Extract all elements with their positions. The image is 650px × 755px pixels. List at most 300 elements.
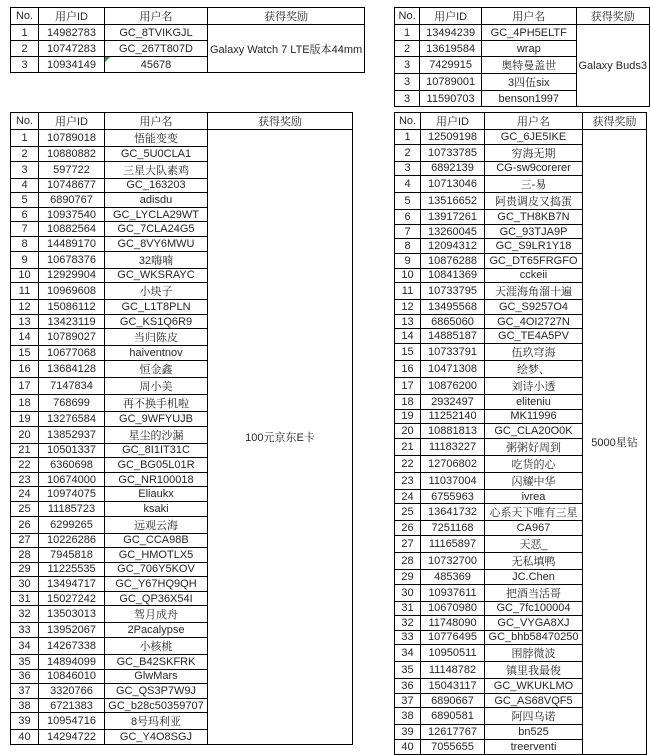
username-cell: 把酒当活哥 (485, 584, 583, 601)
user-id-cell: 10789027 (39, 329, 105, 346)
user-id-cell: 2932497 (421, 394, 485, 409)
user-id-cell: 14489170 (39, 236, 105, 251)
username-cell: 穷海无期 (485, 144, 583, 161)
column-header: No. (395, 8, 420, 25)
rank-cell: 3 (11, 57, 39, 73)
rank-cell: 37 (395, 693, 421, 708)
rank-cell: 33 (11, 623, 39, 638)
winner-row (395, 130, 647, 145)
prize-cell: Galaxy Buds3 (576, 25, 650, 107)
username-cell: 心系天下唯有三星 (485, 504, 583, 521)
user-id-cell: 10677068 (39, 346, 105, 361)
column-header: 用户名 (105, 113, 208, 130)
galaxy-watch-winners-table (10, 7, 365, 73)
column-header: 用户ID (421, 113, 485, 130)
username-cell: GC_8I1IT31C (105, 443, 208, 458)
rank-cell: 1 (11, 130, 39, 147)
username-cell: GC_HMOTLX5 (105, 548, 208, 563)
user-id-cell: 10876200 (421, 377, 485, 394)
username-cell: 无私填鸭 (485, 552, 583, 569)
column-header: 获得奖励 (583, 113, 647, 130)
column-header: 获得奖励 (208, 113, 353, 130)
user-id-cell: 10876288 (421, 253, 485, 268)
username-cell: haiventnov (105, 346, 208, 361)
username-cell: GC_VYGA8XJ (485, 616, 583, 631)
rank-cell: 29 (11, 562, 39, 577)
rank-cell: 34 (11, 638, 39, 655)
username-cell: GC_4PH5ELTF (482, 25, 576, 41)
rank-cell: 32 (395, 616, 421, 631)
username-cell: 星尘的沙漏 (105, 426, 208, 443)
rank-cell: 7 (395, 224, 421, 239)
username-cell: 闪耀中华 (485, 472, 583, 489)
username-cell: cckeii (485, 268, 583, 283)
prize-cell: 100元京东E卡 (208, 130, 353, 745)
username-cell: 伍玖穹海 (485, 343, 583, 360)
winner-row (11, 25, 365, 41)
username-cell: adisdu (105, 193, 208, 208)
user-id-cell: 12617767 (421, 725, 485, 740)
column-header: 用户ID (39, 8, 105, 25)
rank-cell: 6 (395, 210, 421, 225)
user-id-cell: 6299265 (39, 516, 105, 533)
rank-cell: 24 (395, 489, 421, 504)
rank-cell: 38 (395, 708, 421, 725)
username-cell: GC_267T807D (105, 41, 208, 57)
username-cell: 三-易 (485, 176, 583, 193)
user-id-cell: 7429915 (420, 57, 482, 74)
user-id-cell: 10881813 (421, 424, 485, 439)
username-cell: GC_CLA20O0K (485, 424, 583, 439)
user-id-cell: 10678376 (39, 251, 105, 268)
column-header: 用户名 (485, 113, 583, 130)
jd-ecard-winners-table (10, 112, 353, 745)
username-cell: wrap (482, 41, 576, 57)
username-cell: GC_8TVIKGJL (105, 25, 208, 41)
user-id-cell: 6721383 (39, 698, 105, 713)
user-id-cell: 10670980 (421, 601, 485, 616)
column-header: 获得奖励 (576, 8, 650, 25)
username-cell: CA967 (485, 521, 583, 536)
rank-cell: 4 (395, 176, 421, 193)
user-id-cell: 6865060 (421, 314, 485, 329)
username-cell: GC_7fc100004 (485, 601, 583, 616)
rank-cell: 5 (395, 193, 421, 210)
username-cell: 当归陈皮 (105, 329, 208, 346)
rank-cell: 35 (395, 662, 421, 679)
username-cell: GC_5U0CLA1 (105, 147, 208, 162)
rank-cell: 3 (395, 74, 420, 91)
username-cell: GC_706Y5KOV (105, 562, 208, 577)
user-id-cell: 6360698 (39, 458, 105, 473)
user-id-cell: 13684128 (39, 360, 105, 377)
username-cell: GC_AS68VQF5 (485, 693, 583, 708)
prize-cell: Galaxy Watch 7 LTE版本44mm (208, 25, 365, 73)
user-id-cell: 10747283 (39, 41, 105, 57)
user-id-cell: 14294722 (39, 730, 105, 745)
username-cell: 绘梦、 (485, 360, 583, 377)
username-cell: Eliaukx (105, 487, 208, 502)
rank-cell: 15 (395, 343, 421, 360)
username-cell: GC_4OI2727N (485, 314, 583, 329)
rank-cell: 28 (11, 548, 39, 563)
user-id-cell: 6890581 (421, 708, 485, 725)
rank-cell: 20 (395, 424, 421, 439)
rank-cell: 29 (395, 569, 421, 584)
column-header: 用户ID (420, 8, 482, 25)
galaxy-watch-winners-section (10, 7, 365, 73)
username-cell: GC_9WFYUJB (105, 411, 208, 426)
rank-cell: 9 (11, 251, 39, 268)
user-id-cell: 13260045 (421, 224, 485, 239)
rank-cell: 38 (11, 698, 39, 713)
column-header: No. (11, 113, 39, 130)
username-cell: 悟能变变 (105, 130, 208, 147)
column-header: 用户名 (105, 8, 208, 25)
rank-cell: 25 (11, 501, 39, 516)
user-id-cell: 10934149 (39, 57, 105, 73)
header-row (395, 113, 647, 130)
star-diamond-winners-table (394, 112, 647, 755)
user-id-cell: 6755963 (421, 489, 485, 504)
rank-cell: 9 (395, 253, 421, 268)
user-id-cell: 3320766 (39, 684, 105, 699)
rank-cell: 3 (11, 161, 39, 178)
rank-cell: 3 (395, 161, 421, 176)
username-cell: GC_S9257O4 (485, 300, 583, 315)
username-cell: GC_S9LR1Y18 (485, 239, 583, 254)
user-id-cell: 13494239 (420, 25, 482, 41)
username-cell: GC_b28c50359707 (105, 698, 208, 713)
rank-cell: 23 (11, 472, 39, 487)
user-id-cell: 10846010 (39, 669, 105, 684)
rank-cell: 33 (395, 630, 421, 645)
rank-cell: 8 (395, 239, 421, 254)
rank-cell: 17 (11, 377, 39, 394)
rank-cell: 40 (11, 730, 39, 745)
rank-cell: 31 (395, 601, 421, 616)
user-id-cell: 11225535 (39, 562, 105, 577)
column-header: 用户名 (482, 8, 576, 25)
rank-cell: 4 (11, 178, 39, 193)
username-cell: 天恶_ (485, 535, 583, 552)
user-id-cell: 6890667 (421, 693, 485, 708)
prize-cell: 5000星钻 (583, 130, 647, 755)
rank-cell: 34 (395, 645, 421, 662)
rank-cell: 32 (11, 606, 39, 623)
rank-cell: 2 (395, 41, 420, 57)
username-cell: GC_KS1Q6R9 (105, 314, 208, 329)
username-cell: 阿四乌诺 (485, 708, 583, 725)
user-id-cell: 13852937 (39, 426, 105, 443)
user-id-cell: 12929904 (39, 268, 105, 283)
rank-cell: 19 (11, 411, 39, 426)
user-id-cell: 485369 (421, 569, 485, 584)
rank-cell: 27 (395, 535, 421, 552)
username-cell: 阿贵调皮又捣蛋 (485, 193, 583, 210)
username-cell: 驾月成舟 (105, 606, 208, 623)
user-id-cell: 13423119 (39, 314, 105, 329)
rank-cell: 39 (395, 725, 421, 740)
header-row (11, 113, 353, 130)
user-id-cell: 10733791 (421, 343, 485, 360)
winner-row (11, 130, 353, 147)
username-cell: GC_B42SKFRK (105, 655, 208, 670)
user-id-cell: 11165897 (421, 535, 485, 552)
username-cell: 再不换手机啦 (105, 394, 208, 411)
user-id-cell: 597722 (39, 161, 105, 178)
header-row (395, 8, 650, 25)
username-cell: 天涯海角溜十遍 (485, 283, 583, 300)
username-cell: ksaki (105, 501, 208, 516)
username-cell: GC_bhb58470250 (485, 630, 583, 645)
user-id-cell: 768699 (39, 394, 105, 411)
rank-cell: 8 (11, 236, 39, 251)
username-cell: GlwMars (105, 669, 208, 684)
rank-cell: 10 (11, 268, 39, 283)
username-cell: 镇里我最俊 (485, 662, 583, 679)
rank-cell: 13 (11, 314, 39, 329)
rank-cell: 2 (11, 147, 39, 162)
user-id-cell: 12094312 (421, 239, 485, 254)
rank-cell: 30 (11, 577, 39, 592)
username-cell: ivrea (485, 489, 583, 504)
user-id-cell: 13495568 (421, 300, 485, 315)
user-id-cell: 10954716 (39, 713, 105, 730)
rank-cell: 35 (11, 655, 39, 670)
rank-cell: 5 (11, 193, 39, 208)
rank-cell: 16 (395, 360, 421, 377)
username-cell: GC_Y67HQ9QH (105, 577, 208, 592)
username-cell: 恒金鑫 (105, 360, 208, 377)
rank-cell: 18 (11, 394, 39, 411)
rank-cell: 10 (395, 268, 421, 283)
username-cell: GC_CCA98B (105, 533, 208, 548)
rank-cell: 37 (11, 684, 39, 699)
username-cell: GC_NR100018 (105, 472, 208, 487)
username-cell: 小块子 (105, 283, 208, 300)
username-cell: GC_6JE5IKE (485, 130, 583, 145)
user-id-cell: 14894099 (39, 655, 105, 670)
rank-cell: 1 (11, 25, 39, 41)
username-cell: GC_163203 (105, 178, 208, 193)
username-cell: 周小美 (105, 377, 208, 394)
column-header: 获得奖励 (208, 8, 365, 25)
column-header: No. (395, 113, 421, 130)
rank-cell: 14 (395, 329, 421, 344)
user-id-cell: 7055655 (421, 740, 485, 755)
user-id-cell: 11185723 (39, 501, 105, 516)
rank-cell: 22 (11, 458, 39, 473)
rank-cell: 18 (395, 394, 421, 409)
user-id-cell: 14982783 (39, 25, 105, 41)
rank-cell: 24 (11, 487, 39, 502)
rank-cell: 12 (11, 300, 39, 315)
rank-cell: 26 (395, 521, 421, 536)
user-id-cell: 10789018 (39, 130, 105, 147)
rank-cell: 17 (395, 377, 421, 394)
user-id-cell: 7251168 (421, 521, 485, 536)
username-cell: 奥特曼盖世 (482, 57, 576, 74)
winner-row (395, 25, 650, 41)
username-cell: GC_93TJA9P (485, 224, 583, 239)
username-cell: GC_WKSRAYC (105, 268, 208, 283)
username-cell: GC_TH8KB7N (485, 210, 583, 225)
rank-cell: 15 (11, 346, 39, 361)
rank-cell: 14 (11, 329, 39, 346)
username-cell: GC_QP36X54I (105, 591, 208, 606)
user-id-cell: 10937611 (421, 584, 485, 601)
username-cell: 32嗨喃 (105, 251, 208, 268)
user-id-cell: 10733795 (421, 283, 485, 300)
star-diamond-winners-section (394, 112, 647, 755)
user-id-cell: 14885187 (421, 329, 485, 344)
user-id-cell: 12706802 (421, 455, 485, 472)
user-id-cell: 6892139 (421, 161, 485, 176)
username-cell: 8号玛利亚 (105, 713, 208, 730)
username-cell: treerventi (485, 740, 583, 755)
galaxy-buds-winners-table (394, 7, 650, 107)
rank-cell: 21 (11, 443, 39, 458)
username-cell: GC_LYCLA29WT (105, 207, 208, 222)
excel-note-triangle-icon (105, 57, 110, 62)
user-id-cell: 10880882 (39, 147, 105, 162)
user-id-cell: 15086112 (39, 300, 105, 315)
username-cell: 远观云海 (105, 516, 208, 533)
username-cell: 3四伍six (482, 74, 576, 91)
user-id-cell: 11252140 (421, 409, 485, 424)
username-cell: MK11996 (485, 409, 583, 424)
username-cell: 吃货的心 (485, 455, 583, 472)
rank-cell: 11 (11, 283, 39, 300)
username-cell: GC_L1T8PLN (105, 300, 208, 315)
username-cell: 粥粥好周到 (485, 438, 583, 455)
rank-cell: 22 (395, 455, 421, 472)
rank-cell: 30 (395, 584, 421, 601)
username-cell: GC_WKUKLMO (485, 679, 583, 694)
user-id-cell: 11037004 (421, 472, 485, 489)
rank-cell: 3 (395, 57, 420, 74)
rank-cell: 25 (395, 504, 421, 521)
rank-cell: 36 (395, 679, 421, 694)
user-id-cell: 10789001 (420, 74, 482, 91)
rank-cell: 27 (11, 533, 39, 548)
user-id-cell: 15027242 (39, 591, 105, 606)
username-cell: 三星大队素鸡 (105, 161, 208, 178)
user-id-cell: 7945818 (39, 548, 105, 563)
rank-cell: 1 (395, 130, 421, 145)
username-cell: bn525 (485, 725, 583, 740)
username-cell: GC_DT65FRGFO (485, 253, 583, 268)
username-cell: JC.Chen (485, 569, 583, 584)
username-cell: 2Pacalypse (105, 623, 208, 638)
user-id-cell: 13917261 (421, 210, 485, 225)
user-id-cell: 13516652 (421, 193, 485, 210)
rank-cell: 40 (395, 740, 421, 755)
column-header: No. (11, 8, 39, 25)
username-cell: 刘诗小透 (485, 377, 583, 394)
user-id-cell: 10969608 (39, 283, 105, 300)
user-id-cell: 11148782 (421, 662, 485, 679)
user-id-cell: 10937540 (39, 207, 105, 222)
rank-cell: 23 (395, 472, 421, 489)
rank-cell: 16 (11, 360, 39, 377)
username-cell: GC_8VY6MWU (105, 236, 208, 251)
user-id-cell: 10732700 (421, 552, 485, 569)
rank-cell: 19 (395, 409, 421, 424)
username-cell: 45678 (105, 57, 208, 73)
rank-cell: 11 (395, 283, 421, 300)
user-id-cell: 7147834 (39, 377, 105, 394)
user-id-cell: 10841369 (421, 268, 485, 283)
rank-cell: 2 (395, 144, 421, 161)
username-cell: CG-sw9corerer (485, 161, 583, 176)
username-cell: 围脖微波 (485, 645, 583, 662)
user-id-cell: 10713046 (421, 176, 485, 193)
jd-ecard-winners-section (10, 112, 353, 745)
username-cell: benson1997 (482, 91, 576, 107)
rank-cell: 12 (395, 300, 421, 315)
user-id-cell: 13619584 (420, 41, 482, 57)
username-cell: GC_QS3P7W9J (105, 684, 208, 699)
user-id-cell: 11748090 (421, 616, 485, 631)
user-id-cell: 10674000 (39, 472, 105, 487)
rank-cell: 28 (395, 552, 421, 569)
rank-cell: 36 (11, 669, 39, 684)
user-id-cell: 14267338 (39, 638, 105, 655)
user-id-cell: 13641732 (421, 504, 485, 521)
username-cell: eliteniu (485, 394, 583, 409)
rank-cell: 26 (11, 516, 39, 533)
username-cell: GC_7CLA24G5 (105, 222, 208, 237)
user-id-cell: 10974075 (39, 487, 105, 502)
username-cell: 小核桃 (105, 638, 208, 655)
rank-cell: 1 (395, 25, 420, 41)
rank-cell: 3 (395, 91, 420, 107)
user-id-cell: 10226286 (39, 533, 105, 548)
rank-cell: 20 (11, 426, 39, 443)
username-cell: GC_TE4A5PV (485, 329, 583, 344)
galaxy-buds-winners-section (394, 7, 650, 107)
user-id-cell: 10501337 (39, 443, 105, 458)
user-id-cell: 13276584 (39, 411, 105, 426)
user-id-cell: 10882564 (39, 222, 105, 237)
user-id-cell: 13952067 (39, 623, 105, 638)
header-row (11, 8, 365, 25)
username-cell: GC_BG05L01R (105, 458, 208, 473)
rank-cell: 13 (395, 314, 421, 329)
username-cell: GC_Y4O8SGJ (105, 730, 208, 745)
user-id-cell: 6890767 (39, 193, 105, 208)
user-id-cell: 11183227 (421, 438, 485, 455)
user-id-cell: 11590703 (420, 91, 482, 107)
user-id-cell: 15043117 (421, 679, 485, 694)
rank-cell: 2 (11, 41, 39, 57)
rank-cell: 7 (11, 222, 39, 237)
user-id-cell: 10471308 (421, 360, 485, 377)
user-id-cell: 13494717 (39, 577, 105, 592)
user-id-cell: 10776495 (421, 630, 485, 645)
rank-cell: 21 (395, 438, 421, 455)
user-id-cell: 12509198 (421, 130, 485, 145)
rank-cell: 39 (11, 713, 39, 730)
column-header: 用户ID (39, 113, 105, 130)
rank-cell: 31 (11, 591, 39, 606)
rank-cell: 6 (11, 207, 39, 222)
user-id-cell: 10748677 (39, 178, 105, 193)
user-id-cell: 13503013 (39, 606, 105, 623)
user-id-cell: 10733785 (421, 144, 485, 161)
